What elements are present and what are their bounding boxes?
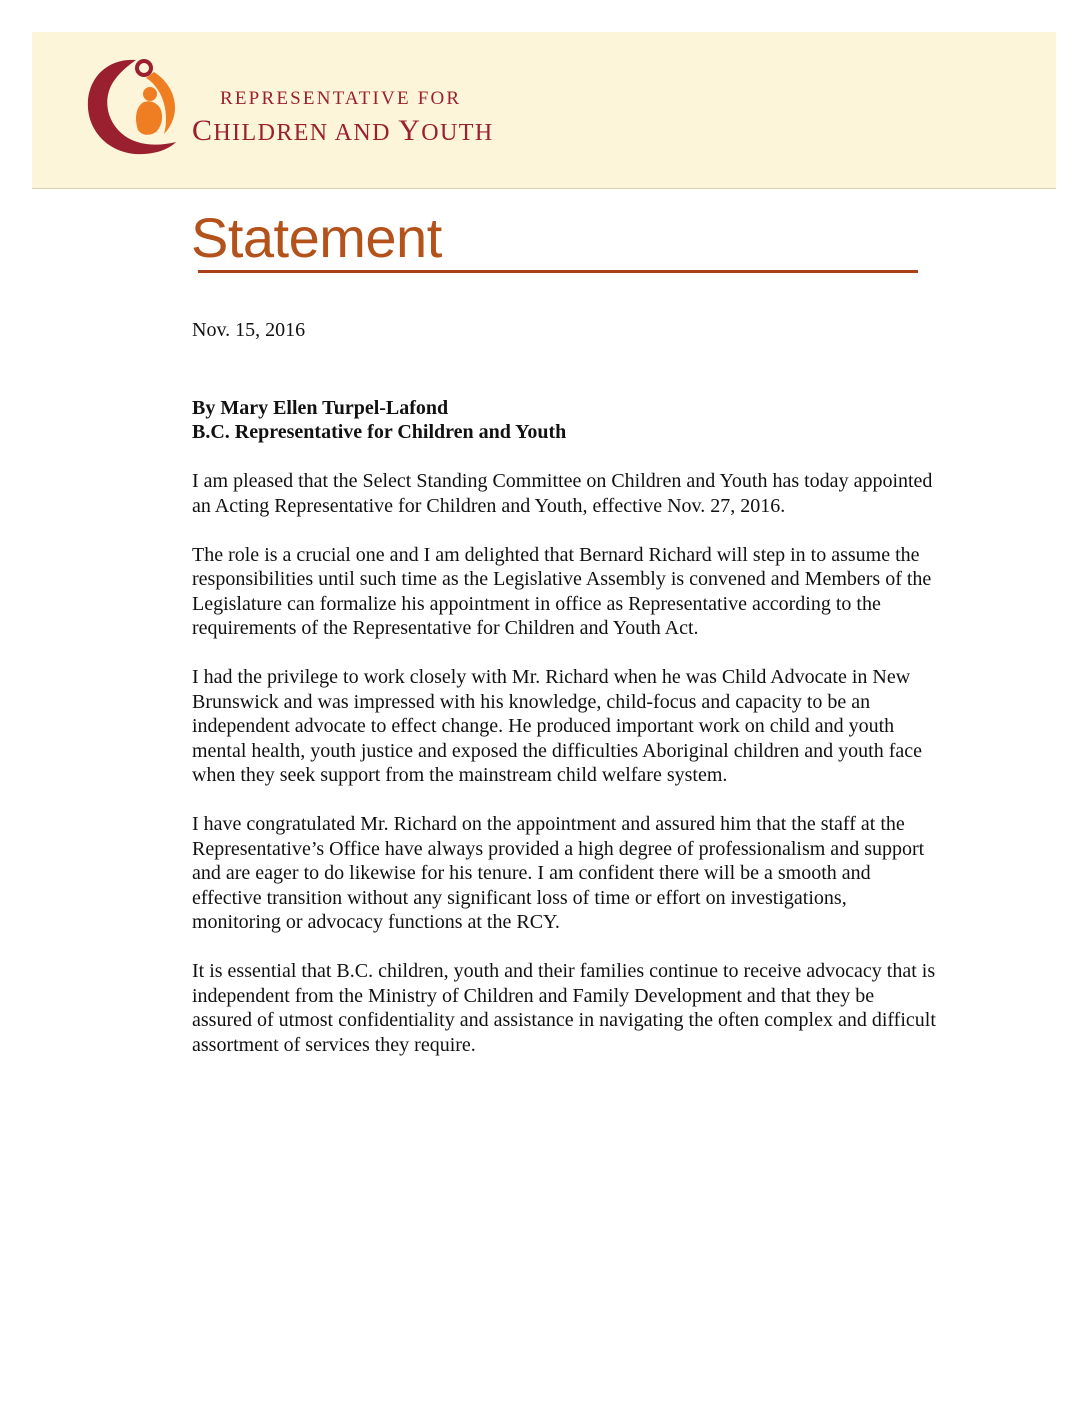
statement-date: Nov. 15, 2016 <box>192 319 306 341</box>
org-name-line1: REPRESENTATIVE FOR <box>220 88 462 109</box>
paragraph: I had the privilege to work closely with Mr. Richard when he was Child Advocate in New Brunswick and was impressed with his knowledge, child-focus and capacity to be an independent advocate to effect change. He produced important work on child and youth mental health, youth justice and exposed the difficulties Aboriginal children and youth face when they seek support from the mainstream child welfare system. <box>192 666 922 786</box>
org-name-line2-part: HILDREN AND <box>213 120 399 146</box>
paragraph: It is essential that B.C. children, youth and their families continue to receive advocacy that is independent from the Ministry of Children and Family Development and that they be assured of utmost confidentiality and assistance in navigating the often complex and difficult assortment of services they require. <box>192 960 936 1056</box>
byline-title: B.C. Representative for Children and Youth <box>192 421 567 443</box>
letterhead-band <box>32 32 1056 189</box>
heading-divider <box>198 270 918 273</box>
org-name-line2-part: OUTH <box>421 120 494 146</box>
paragraph: I have congratulated Mr. Richard on the appointment and assured him that the staff at the Representative’s Office have always provided a high degree of professionalism and support and are eager to do likewise for his tenure. I am confident there will be a smooth and effective transition without any significant loss of time or effort on investigations, monitoring or advocacy functions at the RCY. <box>192 813 925 933</box>
byline-author: By Mary Ellen Turpel-Lafond <box>192 396 449 419</box>
statement-body <box>192 318 937 1057</box>
org-name-line2-part: Y <box>398 114 422 147</box>
paragraph: The role is a crucial one and I am delighted that Bernard Richard will step in to assume the responsibilities until such time as the Legislative Assembly is convened and Members of the Legislature can formalize his appointment in office as Representative according to the requirements of the Representative for Children and Youth Act. <box>192 543 932 639</box>
rcy-logo-icon <box>84 54 180 158</box>
org-name-line2 <box>192 114 494 148</box>
paragraph: I am pleased that the Select Standing Committee on Children and Youth has today appointed an Acting Representative for Children and Youth, effective Nov. 27, 2016. <box>192 470 933 517</box>
byline <box>192 396 937 445</box>
org-name-line2-part: C <box>192 114 214 147</box>
document-type-heading: Statement <box>191 206 442 269</box>
